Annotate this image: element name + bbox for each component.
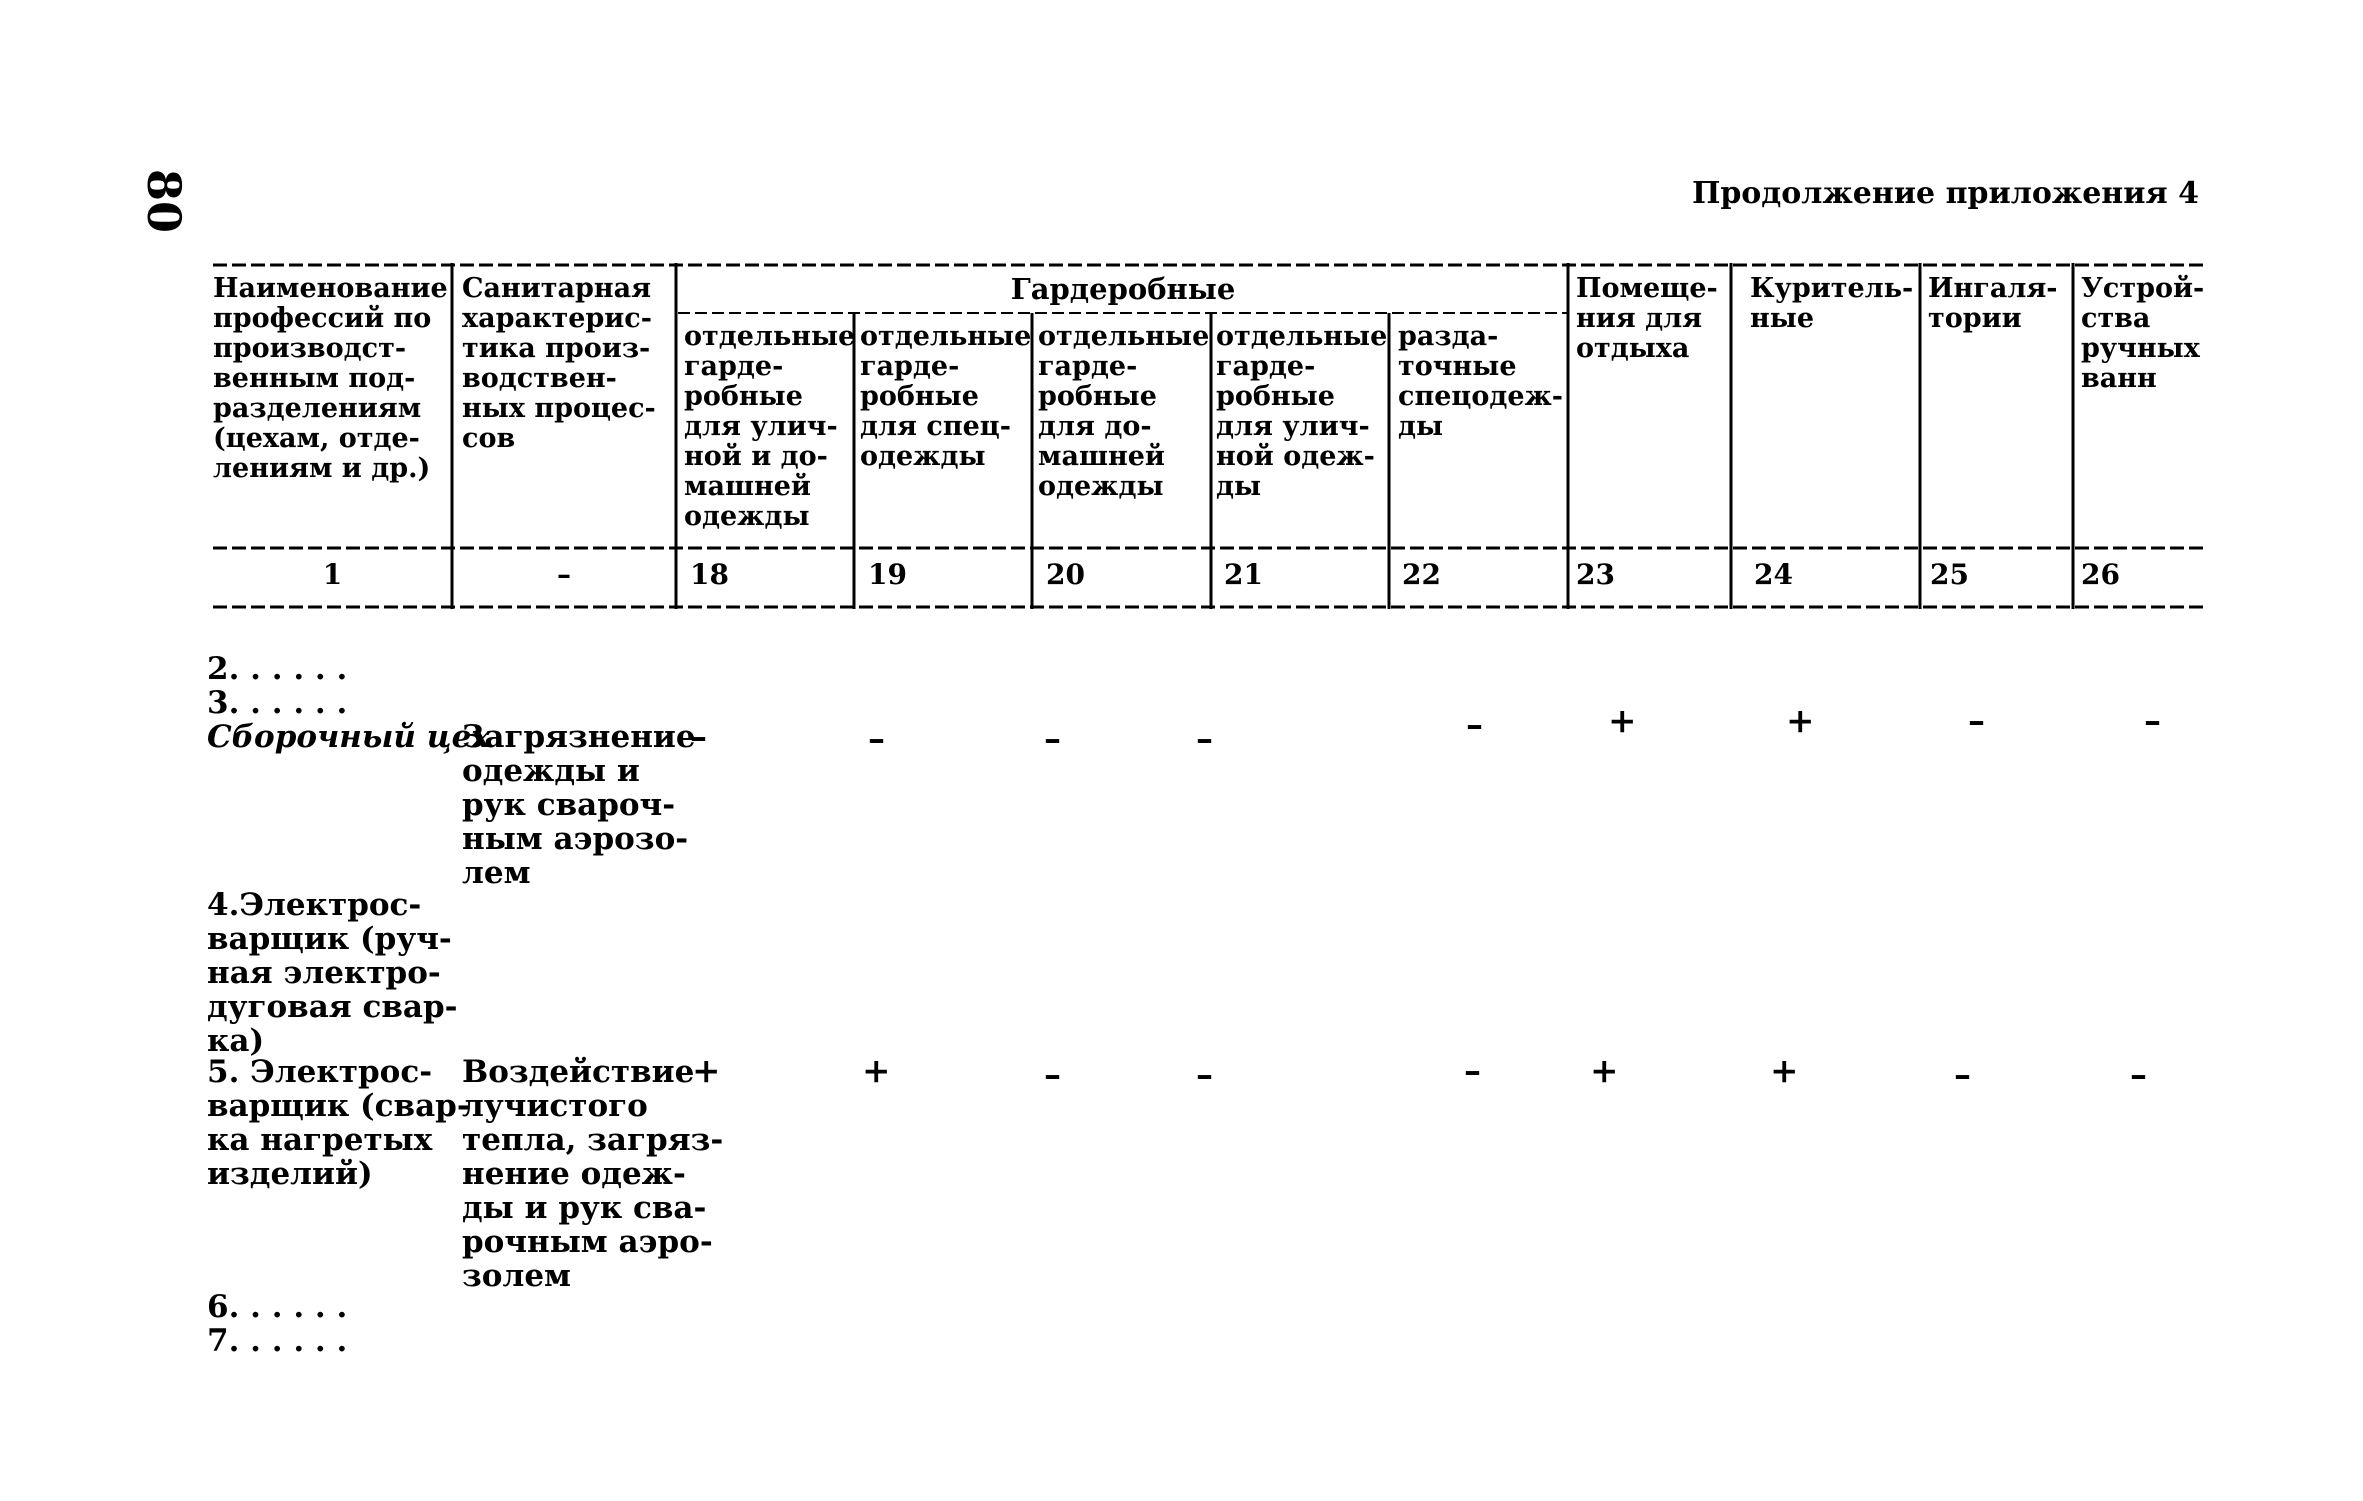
col-number-18: 18	[690, 558, 729, 591]
header-sanitary: Санитарная характерис- тика произ- водствен- ных процес- сов	[462, 273, 656, 454]
row5-mark-21: –	[1196, 1055, 1213, 1095]
header-col-22: разда- точные спецодеж- ды	[1398, 321, 1563, 442]
page-number: 80	[137, 168, 192, 234]
header-col-26: Устрой- ства ручных ванн	[2081, 273, 2205, 394]
row5-mark-26: –	[2130, 1055, 2147, 1095]
row-assembly-characteristic: Загрязнение одежды и рук свароч- ным аэрозо- лем	[462, 719, 696, 891]
row-2: 2. . . . . .	[207, 651, 348, 687]
row5-mark-19: +	[862, 1051, 891, 1091]
header-col-24: Куритель- ные	[1750, 273, 1914, 334]
row5-mark-18: +	[692, 1051, 721, 1091]
header-wardrobe-group: Гардеробные	[1010, 272, 1236, 306]
assembly-mark-21: –	[1196, 719, 1213, 759]
row-4-name: 4.Электрос- варщик (руч- ная электро- дуговая свар- ка)	[207, 887, 458, 1059]
header-col-23: Помеще- ния для отдыха	[1576, 273, 1718, 364]
col-number-25: 25	[1930, 558, 1969, 591]
row-5-characteristic: Воздействие лучистого тепла, загряз- нение одеж- ды и рук сва- рочным аэро- золем	[462, 1054, 724, 1294]
row5-mark-20: –	[1044, 1055, 1061, 1095]
row5-mark-24: +	[1770, 1051, 1799, 1091]
col-number-23: 23	[1576, 558, 1615, 591]
assembly-mark-26: –	[2144, 701, 2161, 741]
header-col-25: Ингаля- тории	[1928, 273, 2058, 334]
row5-mark-23: +	[1590, 1051, 1619, 1091]
assembly-mark-20: –	[1044, 719, 1061, 759]
assembly-mark-18: –	[690, 717, 707, 757]
assembly-mark-19: –	[868, 719, 885, 759]
col-number-20: 20	[1046, 558, 1085, 591]
col-number-1: 1	[322, 558, 343, 591]
col-number-22: 22	[1402, 558, 1441, 591]
row-3: 3. . . . . .	[207, 685, 348, 721]
header-profession: Наименование профессий по производст- венным под- разделениям (цехам, отде- лениям и др.)	[213, 273, 448, 484]
row5-mark-25: –	[1954, 1055, 1971, 1095]
row-assembly-name: Сборочный цех	[207, 719, 490, 755]
col-number-19: 19	[868, 558, 907, 591]
header-col-21: отдельные гарде- робные для улич- ной одеж- ды	[1216, 321, 1388, 502]
row5-mark-22: –	[1464, 1051, 1481, 1091]
page-title: Продолжение приложения 4	[1691, 176, 2199, 211]
assembly-mark-25: –	[1968, 701, 1985, 741]
row-7: 7. . . . . .	[207, 1323, 348, 1359]
assembly-mark-22: –	[1466, 705, 1483, 745]
header-col-20: отдельные гарде- робные для до- машней одежды	[1038, 321, 1210, 502]
row-6: 6. . . . . .	[207, 1289, 348, 1325]
header-col-19: отдельные гарде- робные для спец- одежды	[860, 321, 1032, 472]
col-number-21: 21	[1224, 558, 1263, 591]
assembly-mark-24: +	[1786, 701, 1815, 741]
assembly-mark-23: +	[1608, 701, 1637, 741]
row-5-name: 5. Электрос- варщик (свар- ка нагретых изделий)	[207, 1054, 470, 1192]
col-number-26: 26	[2081, 558, 2120, 591]
header-col-18: отдельные гарде- робные для улич- ной и до- машней одежды	[684, 321, 856, 532]
col-number-24: 24	[1754, 558, 1793, 591]
col-number-2: –	[557, 558, 571, 591]
